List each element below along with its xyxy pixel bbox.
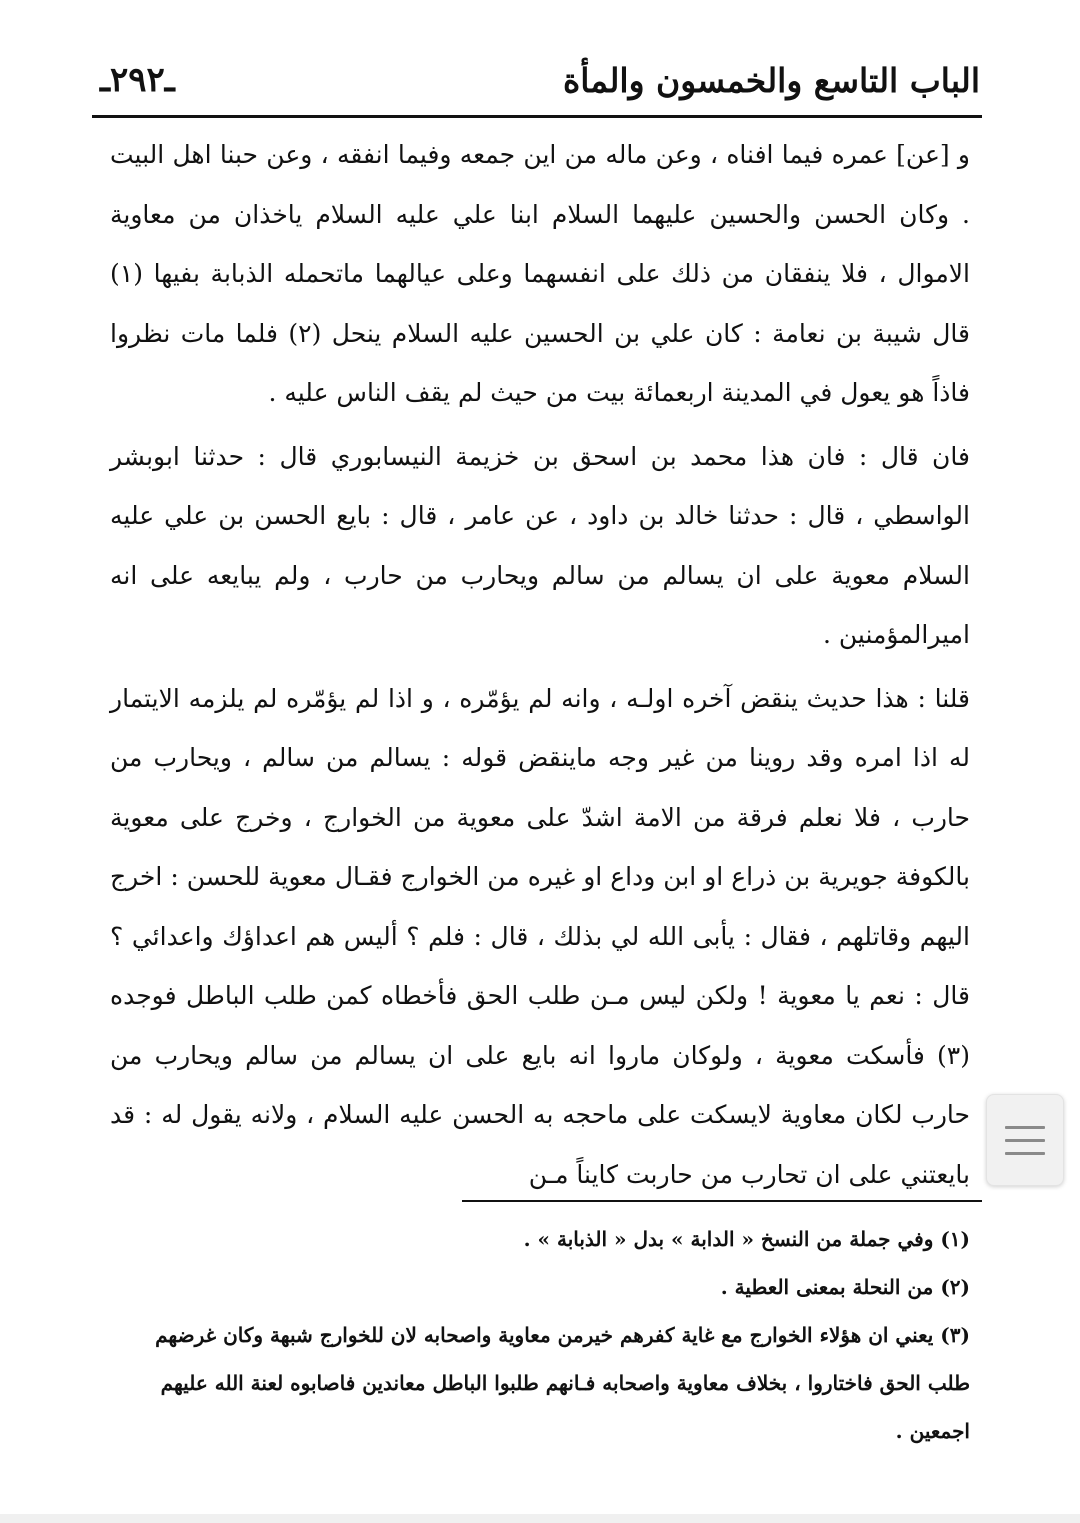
paragraph: و [عن] عمره فيما افناه ، وعن ماله من اين جمعه وفيما انفقه ، وعن حبنا اهل البيت . وكان الحسن والحسين عليهما السلام ابنا علي عليه السلام ياخذان من معاوية الاموال ، فلا ينفقان من ذلك على انفسهما وعلى عيالهما ماتحمله الذبابة بفيها (١) قال شيبة بن نعامة : كان علي بن الحسين عليه السلام ينحل (٢) فلما مات نظروا فاذاً هو يعول في المدينة اربعمائة بيت من حيث لم يقف الناس عليه .	[110, 140, 970, 407]
hamburger-menu-icon	[1005, 1152, 1045, 1155]
chapter-title: الباب التاسع والخمسون والمأة	[562, 60, 980, 100]
footnote-item: (٣) يعني ان هؤلاء الخوارج مع غاية كفرهم خيرمن معاوية واصحابه لان للخوارج شبهة وكان غرضهم طلب الحق فاختاروا ، بخلاف معاوية واصحابه فـانهم طلبوا الباطل معاندين فاصابوه لعنة الله عليهم اجمعين .	[155, 1323, 970, 1443]
footnote-item: (١) وفي جملة من النسخ « الدابة » بدل « الذبابة » .	[523, 1227, 970, 1251]
page-header	[100, 50, 980, 110]
footnote-item: (٢) من النحلة بمعنى العطية .	[720, 1275, 970, 1299]
page-number: ـ٢٩٢ـ	[100, 60, 175, 100]
footnotes	[110, 1215, 970, 1455]
hamburger-menu-icon	[1005, 1126, 1045, 1129]
paragraph: قلنا : هذا حديث ينقض آخره اولـه ، وانه لم يؤمّره ، و اذا لم يؤمّره لم يلزمه الايتمار له اذا امره وقد روينا من غير وجه ماينقض قوله : يسالم من سالم ، ويحارب من حارب ، فلا نعلم فرقة من الامة اشدّ على معوية من الخوارج ، وخرج على معوية بالكوفة جويرية بن ذراع او ابن وداع او غيره من الخوارج فقـال معوية للحسن : اخرج اليهم وقاتلهم ، فقال : يأبى الله لي بذلك ، قال : فلم ؟ أليس هم اعداؤك واعدائي ؟ قال : نعم يا معوية ! ولكن ليس مـن طلب الحق فأخطاه كمن طلب الباطل فوجده (٣) فأسكت معوية ، ولوكان ماروا انه بايع على ان يسالم من سالم ويحارب من حارب لكان معاوية لايسكت على ماحجه به الحسن عليه السلام ، ولانه يقول له : قد بايعتني على ان تحارب من حاربت كايناً مـن	[110, 683, 970, 1189]
body-text	[110, 125, 970, 1204]
paragraph: فان قال : فان هذا محمد بن اسحق بن خزيمة النيسابوري قال : حدثنا ابوبشر الواسطي ، قال : حدثنا خالد بن داود ، عن عامر ، قال : بايع الحسن بن علي عليه السلام معوية على ان يسالم من سالم ويحارب من حارب ، ولم يبايعه على انه اميرالمؤمنين .	[110, 441, 970, 649]
footnote-rule	[462, 1200, 982, 1202]
hamburger-menu-icon	[1005, 1139, 1045, 1142]
hamburger-menu-button[interactable]	[986, 1094, 1064, 1186]
header-rule	[92, 115, 982, 118]
bottom-edge-bar	[0, 1514, 1080, 1523]
